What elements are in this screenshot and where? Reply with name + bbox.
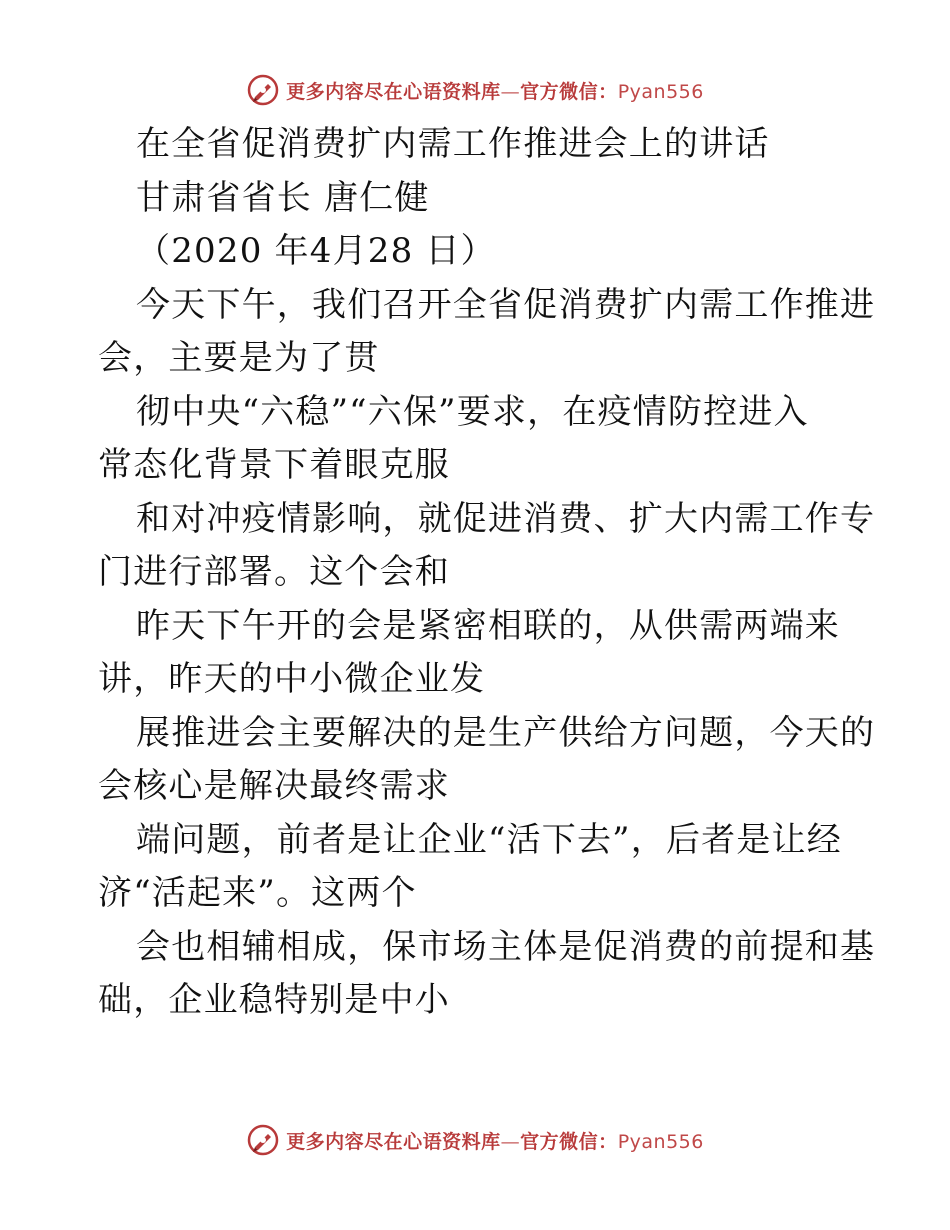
body-text-line: 和对冲疫情影响，就促进消费、扩大内需工作专 (136, 498, 876, 539)
speaker-line: 甘肃省省长 唐仁健 (136, 177, 430, 218)
body-text-line: 会也相辅相成，保市场主体是促消费的前提和基 (136, 926, 876, 967)
body-text-line: 济“活起来”。这两个 (98, 873, 417, 913)
body-text-line: 展推进会主要解决的是生产供给方问题，今天的 (136, 712, 876, 753)
body-text-line: 会，主要是为了贯 (98, 338, 380, 378)
pen-logo-icon (246, 1123, 280, 1157)
header-banner-text: 更多内容尽在心语资料库—官方微信：Pyan556 (286, 80, 704, 103)
body-text-line: 常态化背景下着眼克服 (98, 445, 450, 485)
body-text-line: 昨天下午开的会是紧密相联的，从供需两端来 (136, 605, 840, 646)
document-title: 在全省促消费扩内需工作推进会上的讲话 (136, 124, 770, 164)
body-text-line: 门进行部署。这个会和 (98, 552, 450, 592)
body-text-line: 讲，昨天的中小微企业发 (98, 659, 486, 699)
body-text-line: 端问题，前者是让企业“活下去”，后者是让经 (136, 819, 842, 860)
header-banner (0, 70, 950, 110)
body-text-line: 础，企业稳特别是中小 (98, 980, 450, 1020)
date-line: （2020 年4月28 日） (136, 231, 496, 271)
pen-logo-icon (246, 73, 280, 107)
body-text-line: 今天下午，我们召开全省促消费扩内需工作推进 (136, 284, 876, 325)
footer-banner-text: 更多内容尽在心语资料库—官方微信：Pyan556 (286, 1130, 704, 1153)
document-body (98, 118, 876, 1028)
body-text-line: 会核心是解决最终需求 (98, 766, 450, 806)
footer-banner (0, 1120, 950, 1160)
body-text-line: 彻中央“六稳”“六保”要求，在疫情防控进入 (136, 391, 809, 432)
